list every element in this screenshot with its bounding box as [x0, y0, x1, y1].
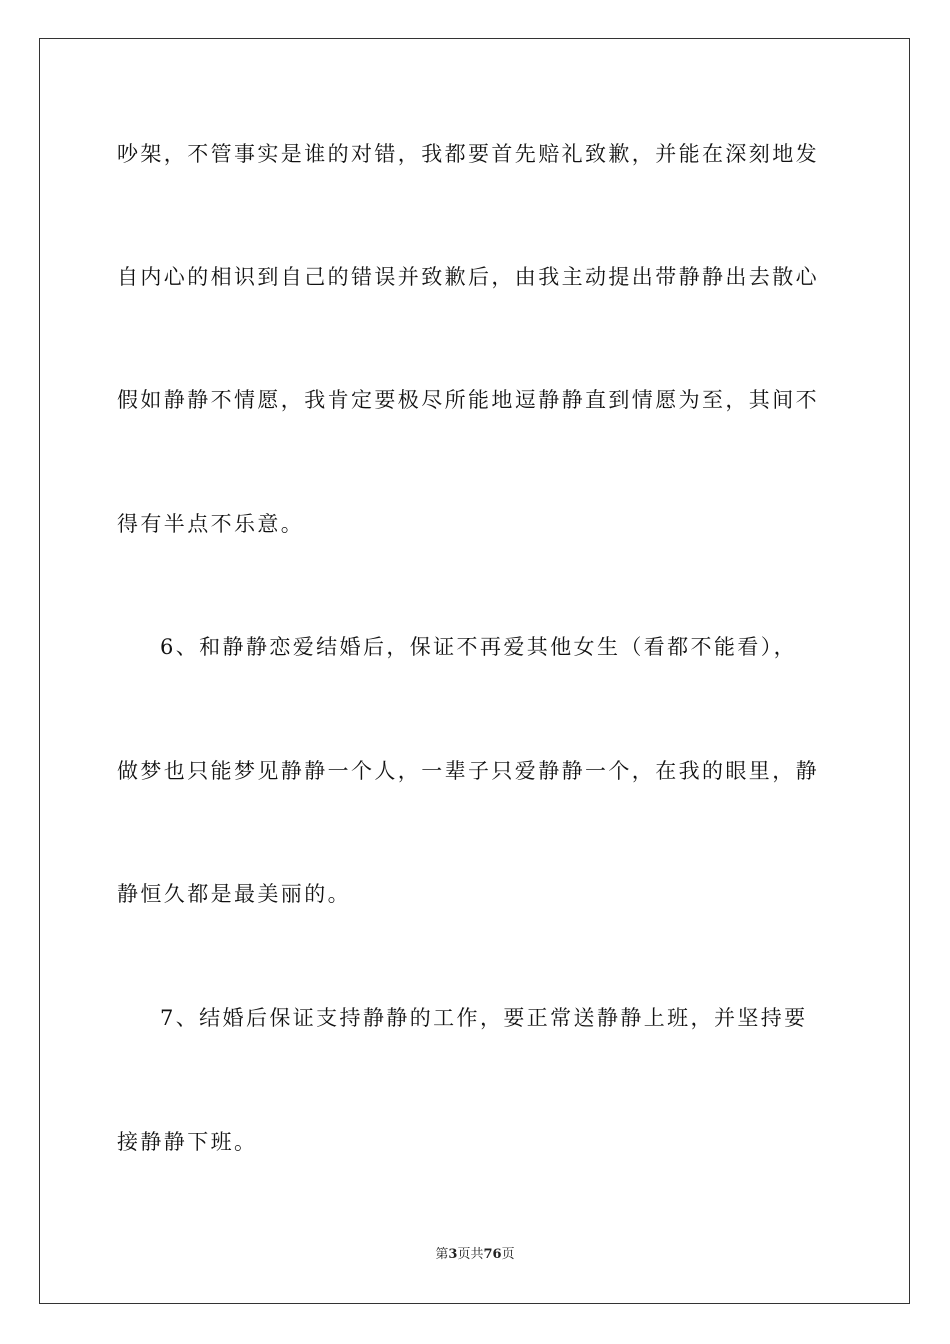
page-number: 3 — [448, 1247, 458, 1262]
body-text-line-2: 自内心的相识到自己的错误并致歉后，由我主动提出带静静出去散心 — [117, 265, 819, 289]
page-suffix: 页 — [457, 1247, 471, 1262]
paragraph-7-line-2: 接静静下班。 — [117, 1130, 258, 1154]
page-footer — [0, 1246, 950, 1264]
total-prefix: 共 — [470, 1247, 484, 1262]
page-prefix: 第 — [435, 1247, 449, 1262]
paragraph-6-line-1: 6、和静静恋爱结婚后，保证不再爱其他女生（看都不能看）， — [160, 635, 798, 659]
paragraph-7-line-1: 7、结婚后保证支持静静的工作，要正常送静静上班，并坚持要 — [160, 1006, 808, 1030]
body-text-line-1: 吵架，不管事实是谁的对错，我都要首先赔礼致歉，并能在深刻地发 — [117, 142, 819, 166]
body-text-line-4: 得有半点不乐意。 — [117, 512, 305, 536]
total-pages: 76 — [483, 1247, 502, 1262]
body-text-line-3: 假如静静不情愿，我肯定要极尽所能地逗静静直到情愿为至，其间不 — [117, 388, 819, 412]
paragraph-6-line-2: 做梦也只能梦见静静一个人，一辈子只爱静静一个，在我的眼里，静 — [117, 759, 819, 783]
total-suffix: 页 — [501, 1247, 515, 1262]
page-border — [39, 38, 910, 1304]
paragraph-6-line-3: 静恒久都是最美丽的。 — [117, 882, 351, 906]
